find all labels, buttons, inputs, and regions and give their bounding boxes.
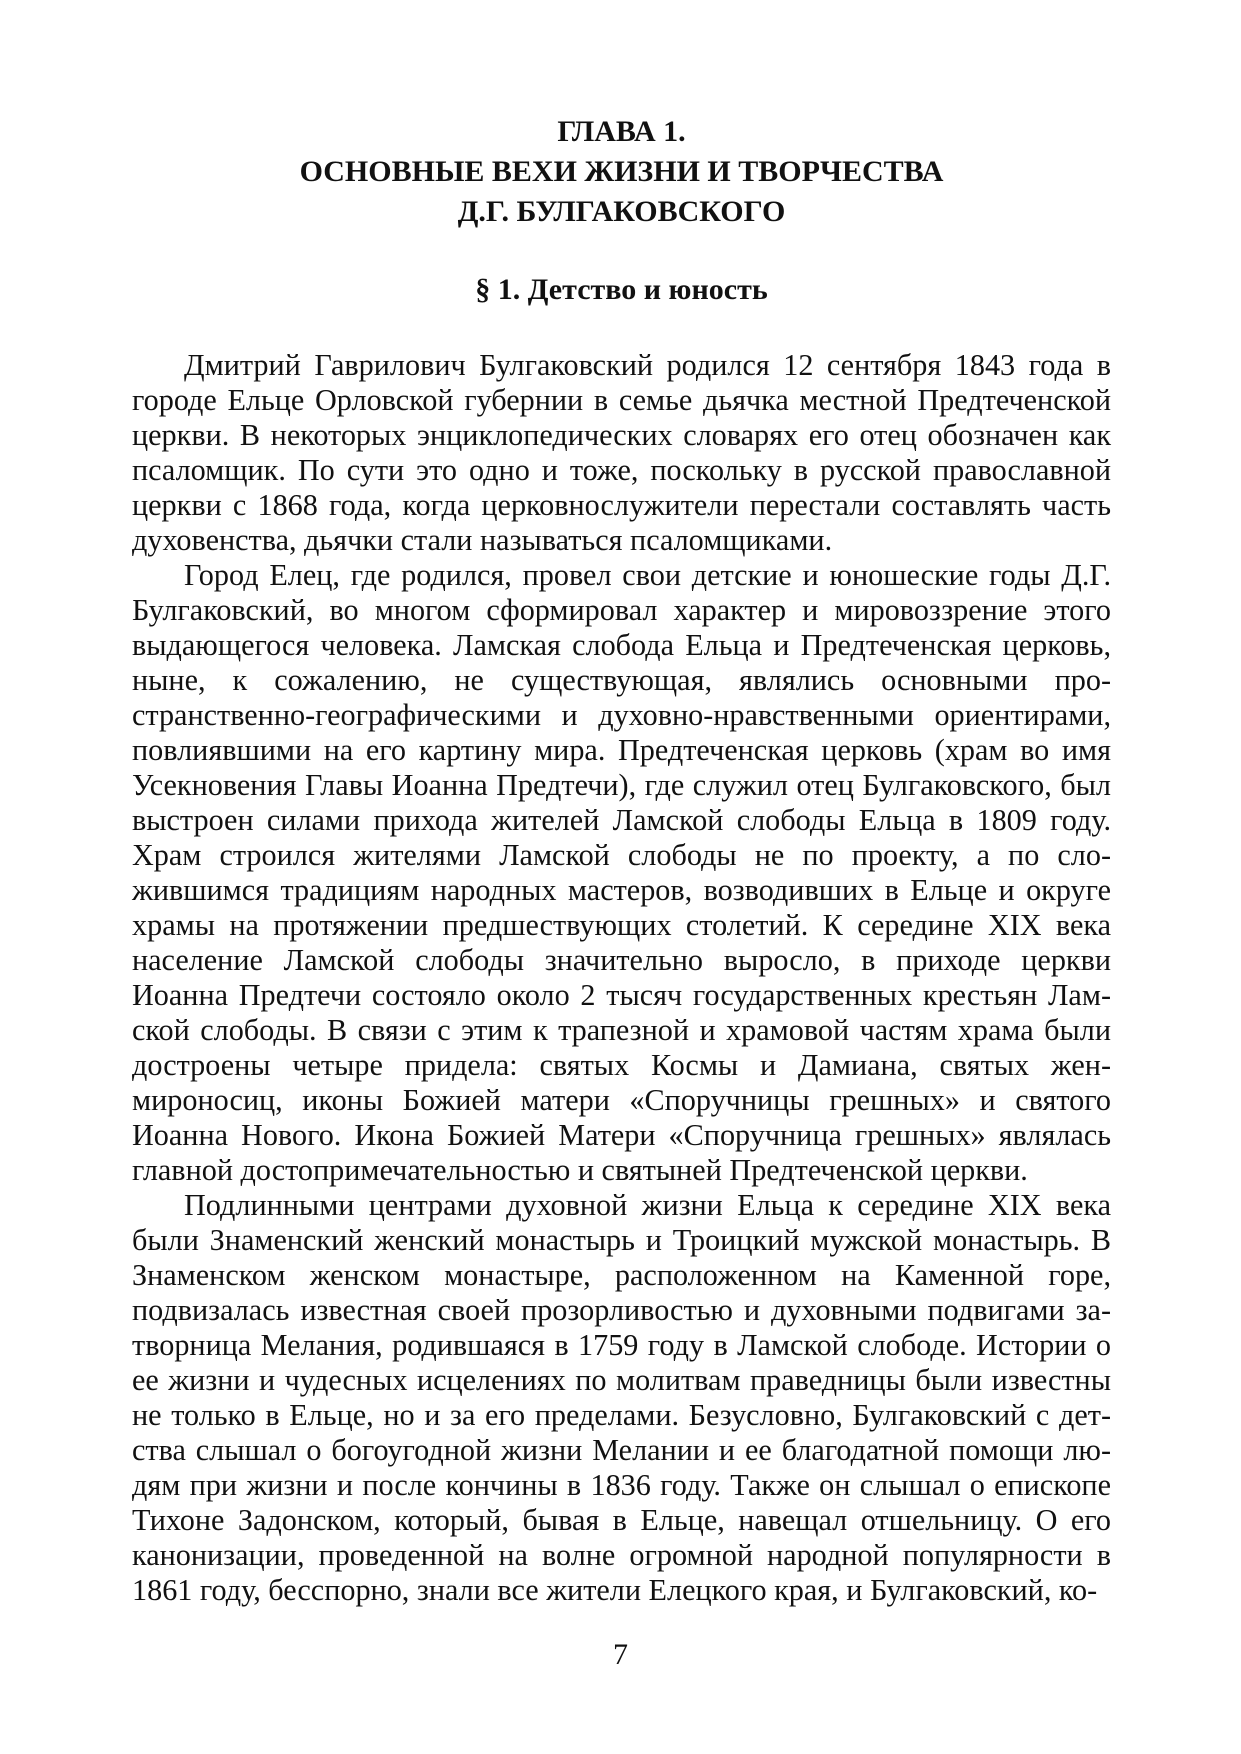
body-text — [132, 348, 1111, 1608]
paragraph-1: Дмитрий Гаврилович Булгаковский родился 12 сентября 1843 года в городе Ельце Орловской губернии в семье дьячка местной Предтеченской церкви. В некоторых энциклопедических словарях его отец обозначен как псаломщик. По сути это одно и тоже, поскольку в русской православной церкви с 1868 года, когда церковнослужители перестали составлять часть духовенства, дьячки стали называться псаломщиками. — [132, 348, 1111, 557]
section-title: § 1. Детство и юность — [475, 273, 768, 306]
chapter-heading-line-1: ОСНОВНЫЕ ВЕХИ ЖИЗНИ И ТВОРЧЕСТВА — [299, 155, 944, 188]
page-content — [132, 112, 1111, 1608]
chapter-heading-line-2: Д.Г. БУЛГАКОВСКОГО — [457, 195, 786, 228]
paragraph-2: Город Елец, где родился, провел свои детские и юношеские годы Д.Г. Булгаковский, во многом сформировал характер и мировоззрение этого выдающегося человека. Ламская слобода Ельца и Предтеченская церковь, ныне, к сожалению, не существующая, являлись основными пространственно-географическими и духовно-нравственными ориентирами, повлиявшими на его картину мира. Предтеченская церковь (храм во имя Усекновения Главы Иоанна Предтечи), где служил отец Булгаковского, был выстроен силами прихода жителей Ламской слободы Ельца в 1809 году. Храм строился жителями Ламской слободы не по проекту, а по сложившимся традициям народных мастеров, возводивших в Ельце и округе храмы на протяжении предшествующих столетий. К середине XIX века население Ламской слободы значительно выросло, в приходе церкви Иоанна Предтечи состояло около 2 тысяч государственных крестьян Ламской слободы. В связи с этим к трапезной и храмовой частям храма были достроены четыре придела: святых Космы и Дамиана, святых жен-мироносиц, иконы Божией матери «Споручницы грешных» и святого Иоанна Нового. Икона Божией Матери «Споручница грешных» являлась главной достопримечательностью и святыней Предтеченской церкви. — [132, 558, 1111, 1187]
chapter-title — [132, 112, 1111, 232]
page-number: 7 — [613, 1638, 628, 1671]
chapter-number: ГЛАВА 1. — [557, 115, 686, 148]
paragraph-3: Подлинными центрами духовной жизни Ельца к середине XIX века были Знаменский женский монастырь и Троицкий мужской монастырь. В Знаменском женском монастыре, расположенном на Каменной горе, подвизалась известная своей прозорливостью и духовными подвигами затворница Мелания, родившаяся в 1759 году в Ламской слободе. Истории о ее жизни и чудесных исцелениях по молитвам праведницы были известны не только в Ельце, но и за его пределами. Безусловно, Булгаковский с детства слышал о богоугодной жизни Мелании и ее благодатной помощи людям при жизни и после кончины в 1836 году. Также он слышал о епископе Тихоне Задонском, который, бывая в Ельце, навещал отшельницу. О его канонизации, проведенной на волне огромной народной популярности в 1861 году, бесспорно, знали все жители Елецкого края, и Булгаковский, ко- — [132, 1188, 1111, 1607]
